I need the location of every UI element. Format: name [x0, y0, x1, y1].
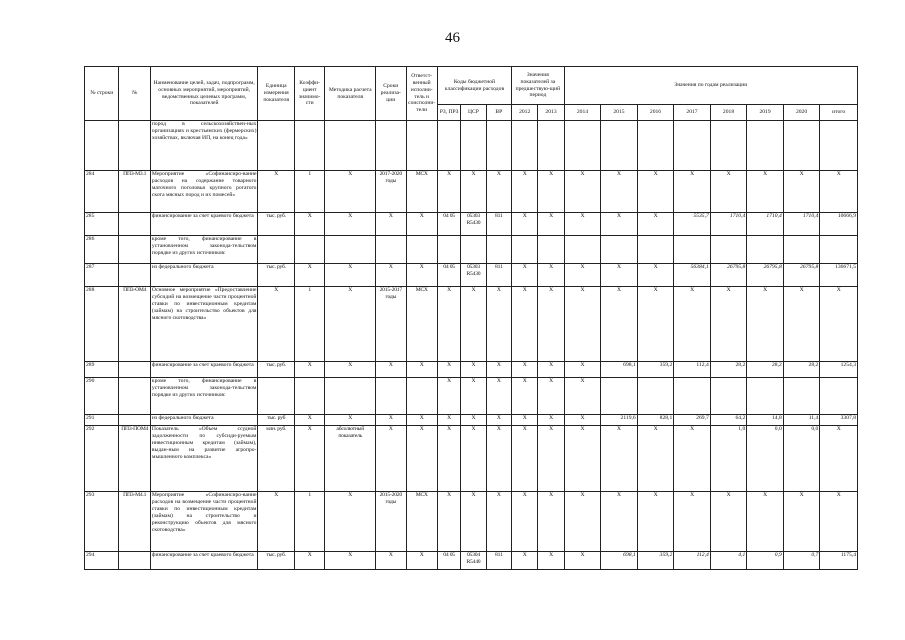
cell-y2015: 2119,6 — [601, 415, 638, 426]
cell-y2015 — [601, 121, 638, 171]
cell-term: 2015-2017 годы — [376, 287, 406, 362]
cell-rz — [437, 236, 460, 264]
cell-term — [376, 236, 406, 264]
cell-y2018: Х — [710, 287, 747, 362]
cell-y2018: 1710,4 — [710, 213, 747, 236]
cell-csr — [461, 121, 486, 171]
table-row — [85, 362, 858, 378]
cell-resp: Х — [406, 362, 437, 378]
cell-y2013: Х — [538, 171, 564, 213]
cell-total — [820, 121, 858, 171]
header-resp: Ответст-венный исполни-тель и соисполни-тели — [406, 67, 437, 121]
cell-unit: тыс. руб. — [258, 264, 295, 287]
header-term: Сроки реализа-ции — [376, 67, 406, 121]
cell-total: 1254,3 — [820, 362, 858, 378]
cell-y2013: Х — [538, 552, 564, 570]
cell-name: пород в сельскохозяйствен-ных организациях и крестьянских (фермерских) хозяйствах, включая ИП, на конец года» — [150, 121, 258, 171]
cell-y2020: 0,7 — [783, 552, 820, 570]
cell-unit: Х — [258, 287, 295, 362]
cell-coef: Х — [294, 213, 324, 236]
cell-y2014: Х — [564, 415, 601, 426]
cell-resp — [406, 236, 437, 264]
cell-num: ПП3-ОМ4 — [119, 287, 150, 362]
cell-y2013 — [538, 236, 564, 264]
cell-csr: Х — [461, 362, 486, 378]
cell-name: финансирование за счет краевого бюджета — [150, 213, 258, 236]
cell-y2020 — [783, 378, 820, 415]
cell-y2017 — [674, 236, 711, 264]
cell-num — [119, 121, 150, 171]
program-table — [84, 66, 858, 570]
header-2013: 2013 — [538, 105, 564, 121]
cell-y2020: 11,4 — [783, 415, 820, 426]
cell-y2016: Х — [637, 426, 674, 492]
table-body — [85, 121, 858, 570]
header-codes: Коды бюджетной классификации расходов — [437, 67, 511, 105]
cell-rz — [437, 121, 460, 171]
cell-y2015: Х — [601, 171, 638, 213]
cell-y2015: Х — [601, 492, 638, 552]
cell-n: 289 — [85, 362, 119, 378]
cell-name: Основное мероприятие «Предоставление субсидий на возмещение части процентной ставки по инвестиционным кредитам (займам) на строительство объектов для мясного скотоводства» — [150, 287, 258, 362]
cell-total: 10666,9 — [820, 213, 858, 236]
header-years: Значения по годам реализации — [564, 67, 857, 105]
cell-vr — [486, 236, 511, 264]
header-name: Наименование целей, задач, подпрограмм, основных мероприятий, мероприятий, ведомственных целевых программ, показателей — [150, 67, 258, 121]
header-method: Методика расчета показателя — [325, 67, 376, 121]
cell-unit: тыс. руб. — [258, 213, 295, 236]
cell-n: 293 — [85, 492, 119, 552]
cell-y2013: Х — [538, 264, 564, 287]
cell-n: 285 — [85, 213, 119, 236]
cell-y2018 — [710, 236, 747, 264]
cell-num: ПП3-ПОМ4 — [119, 426, 150, 492]
cell-n: 290 — [85, 378, 119, 415]
cell-unit — [258, 121, 295, 171]
cell-y2015: Х — [601, 213, 638, 236]
cell-resp: МСХ — [406, 287, 437, 362]
header-vr: ВР — [486, 105, 511, 121]
cell-y2018 — [710, 378, 747, 415]
cell-y2014: Х — [564, 287, 601, 362]
cell-coef: Х — [294, 415, 324, 426]
cell-y2013: Х — [538, 213, 564, 236]
cell-y2017: 112,4 — [674, 362, 711, 378]
cell-y2020: 0,0 — [783, 426, 820, 492]
cell-y2019 — [747, 121, 784, 171]
cell-name: Мероприятие «Софинансиро-вание расходов на возмещение части процентной ставки по инвестиционным кредитам (займам) на строительство и реконструкцию объектов для мясного скотоводства» — [150, 492, 258, 552]
header-rz: РЗ, ПРЗ — [437, 105, 460, 121]
cell-y2014: Х — [564, 213, 601, 236]
cell-name: из федерального бюджета — [150, 264, 258, 287]
cell-csr: 05303 R5430 — [461, 264, 486, 287]
cell-term: Х — [376, 362, 406, 378]
cell-y2018: 4,1 — [710, 552, 747, 570]
cell-n: 291 — [85, 415, 119, 426]
cell-y2019 — [747, 378, 784, 415]
cell-y2012: Х — [511, 213, 537, 236]
cell-term — [376, 121, 406, 171]
cell-y2020: Х — [783, 171, 820, 213]
cell-resp: Х — [406, 415, 437, 426]
cell-method: абсолютный показатель — [325, 426, 376, 492]
cell-y2012: Х — [511, 492, 537, 552]
cell-csr: Х — [461, 492, 486, 552]
cell-n: 286 — [85, 236, 119, 264]
cell-method: Х — [325, 171, 376, 213]
cell-y2015: Х — [601, 426, 638, 492]
cell-y2016: Х — [637, 213, 674, 236]
header-2015: 2015 — [601, 105, 638, 121]
cell-num — [119, 236, 150, 264]
cell-y2012: Х — [511, 552, 537, 570]
cell-num — [119, 362, 150, 378]
cell-rz: Х — [437, 426, 460, 492]
cell-y2019: Х — [747, 171, 784, 213]
cell-y2020: 26795,8 — [783, 264, 820, 287]
cell-name: Показатель «Объем ссудной задолженности по субсиди-руемым инвестиционным кредитам (займам), выдан-ным на развитие агропро-мышленного комплекса» — [150, 426, 258, 492]
table-row — [85, 378, 858, 415]
cell-y2019 — [747, 236, 784, 264]
cell-csr: 05303 R5430 — [461, 213, 486, 236]
cell-y2020: Х — [783, 492, 820, 552]
cell-total — [820, 378, 858, 415]
cell-rz: Х — [437, 492, 460, 552]
cell-total: Х — [820, 426, 858, 492]
cell-rz: 04 05 — [437, 552, 460, 570]
cell-y2018: 26795,8 — [710, 264, 747, 287]
cell-method: Х — [325, 552, 376, 570]
cell-name: кроме того, финансирование в установленном законода-тельством порядке из других источников: — [150, 236, 258, 264]
cell-y2020: 28,2 — [783, 362, 820, 378]
cell-method: Х — [325, 415, 376, 426]
cell-y2020 — [783, 236, 820, 264]
cell-y2017 — [674, 121, 711, 171]
header-2019: 2019 — [747, 105, 784, 121]
cell-rz: Х — [437, 287, 460, 362]
cell-y2016: Х — [637, 287, 674, 362]
cell-y2013: Х — [538, 492, 564, 552]
cell-y2014: Х — [564, 171, 601, 213]
header-2012: 2012 — [511, 105, 537, 121]
table-row — [85, 287, 858, 362]
cell-y2015: Х — [601, 287, 638, 362]
cell-coef — [294, 121, 324, 171]
cell-method: Х — [325, 492, 376, 552]
header-total: итого — [820, 105, 858, 121]
cell-y2016: Х — [637, 264, 674, 287]
cell-rz: Х — [437, 171, 460, 213]
cell-y2014: Х — [564, 492, 601, 552]
cell-y2017: Х — [674, 171, 711, 213]
cell-coef: 1 — [294, 287, 324, 362]
cell-vr: 811 — [486, 552, 511, 570]
cell-y2019: 14,8 — [747, 415, 784, 426]
header-coef: Коэффи-циент значимо-сти — [294, 67, 324, 121]
cell-vr: Х — [486, 492, 511, 552]
cell-term: Х — [376, 264, 406, 287]
cell-y2012 — [511, 121, 537, 171]
cell-unit — [258, 378, 295, 415]
cell-rz: Х — [437, 378, 460, 415]
cell-csr: Х — [461, 415, 486, 426]
cell-num — [119, 378, 150, 415]
cell-y2019: 28,2 — [747, 362, 784, 378]
cell-y2018 — [710, 121, 747, 171]
cell-csr: 05304 R5440 — [461, 552, 486, 570]
cell-num — [119, 552, 150, 570]
cell-unit: Х — [258, 171, 295, 213]
cell-y2016: Х — [637, 171, 674, 213]
cell-total: Х — [820, 171, 858, 213]
cell-y2018: Х — [710, 171, 747, 213]
cell-term: Х — [376, 426, 406, 492]
cell-term: 2017-2020 годы — [376, 171, 406, 213]
header-2014: 2014 — [564, 105, 601, 121]
cell-total: Х — [820, 287, 858, 362]
cell-y2020 — [783, 121, 820, 171]
cell-resp: Х — [406, 264, 437, 287]
cell-y2012: Х — [511, 171, 537, 213]
cell-y2017: 112,4 — [674, 552, 711, 570]
cell-name: финансирование за счет краевого бюджета — [150, 552, 258, 570]
cell-vr: Х — [486, 287, 511, 362]
cell-vr: Х — [486, 415, 511, 426]
cell-y2012: Х — [511, 264, 537, 287]
cell-resp: МСХ — [406, 171, 437, 213]
cell-y2017: Х — [674, 492, 711, 552]
cell-csr: Х — [461, 426, 486, 492]
table-row — [85, 426, 858, 492]
cell-total: Х — [820, 492, 858, 552]
cell-name: Мероприятие «Софинансиро-вание расходов на содержание товарного маточного поголовья крупного рогатого скота мясных пород и их помесей» — [150, 171, 258, 213]
cell-unit: тыс. руб — [258, 415, 295, 426]
table-row — [85, 492, 858, 552]
cell-resp: Х — [406, 552, 437, 570]
cell-y2017: 56384,1 — [674, 264, 711, 287]
table-row — [85, 415, 858, 426]
cell-y2018: 1,0 — [710, 426, 747, 492]
cell-total — [820, 236, 858, 264]
header-pre: Значения показателей за предшествую-щий период — [511, 67, 564, 105]
cell-term: Х — [376, 415, 406, 426]
cell-y2013: Х — [538, 378, 564, 415]
cell-vr: Х — [486, 378, 511, 415]
cell-vr: Х — [486, 362, 511, 378]
cell-coef — [294, 378, 324, 415]
cell-rz: Х — [437, 415, 460, 426]
cell-y2015: 698,1 — [601, 362, 638, 378]
cell-y2015: Х — [601, 264, 638, 287]
cell-resp: МСХ — [406, 492, 437, 552]
cell-y2012: Х — [511, 287, 537, 362]
cell-coef: 1 — [294, 492, 324, 552]
table-row — [85, 213, 858, 236]
cell-y2019: 26795,8 — [747, 264, 784, 287]
cell-rz: Х — [437, 362, 460, 378]
cell-vr — [486, 121, 511, 171]
cell-y2019: Х — [747, 492, 784, 552]
cell-coef: Х — [294, 426, 324, 492]
table-row — [85, 552, 858, 570]
cell-y2017: 5535,7 — [674, 213, 711, 236]
cell-method: Х — [325, 213, 376, 236]
cell-n: 284 — [85, 171, 119, 213]
cell-y2012: Х — [511, 426, 537, 492]
cell-csr: Х — [461, 378, 486, 415]
cell-num: ПП3-М3.1 — [119, 171, 150, 213]
cell-y2014: Х — [564, 264, 601, 287]
cell-num — [119, 415, 150, 426]
cell-n — [85, 121, 119, 171]
table-row — [85, 171, 858, 213]
cell-y2017: Х — [674, 287, 711, 362]
cell-y2016 — [637, 236, 674, 264]
cell-method: Х — [325, 264, 376, 287]
cell-y2012 — [511, 236, 537, 264]
header-num: № — [119, 67, 150, 121]
cell-coef: Х — [294, 362, 324, 378]
cell-resp — [406, 121, 437, 171]
cell-y2015 — [601, 236, 638, 264]
cell-coef: 1 — [294, 171, 324, 213]
cell-y2017: Х — [674, 426, 711, 492]
cell-y2013: Х — [538, 415, 564, 426]
cell-y2013: Х — [538, 362, 564, 378]
cell-csr: Х — [461, 171, 486, 213]
cell-n: 292 — [85, 426, 119, 492]
cell-resp: Х — [406, 213, 437, 236]
cell-num — [119, 264, 150, 287]
cell-y2018: 64,2 — [710, 415, 747, 426]
cell-y2020: 1710,4 — [783, 213, 820, 236]
cell-y2016: 359,2 — [637, 552, 674, 570]
cell-y2016 — [637, 121, 674, 171]
cell-method — [325, 236, 376, 264]
cell-name: кроме того, финансирование в установленном законода-тельством порядке из других источников: — [150, 378, 258, 415]
cell-y2019: Х — [747, 287, 784, 362]
cell-method: Х — [325, 362, 376, 378]
cell-total: 136671,5 — [820, 264, 858, 287]
cell-rz: 04 05 — [437, 213, 460, 236]
cell-y2013: Х — [538, 287, 564, 362]
cell-name: из федерального бюджета — [150, 415, 258, 426]
cell-unit: тыс. руб. — [258, 552, 295, 570]
cell-y2019: 0,0 — [747, 426, 784, 492]
cell-y2019: 1710,4 — [747, 213, 784, 236]
header-csr: ЦСР — [461, 105, 486, 121]
cell-resp — [406, 378, 437, 415]
cell-y2018: 28,2 — [710, 362, 747, 378]
cell-csr: Х — [461, 287, 486, 362]
cell-y2018: Х — [710, 492, 747, 552]
cell-coef: Х — [294, 264, 324, 287]
cell-y2016: 359,2 — [637, 362, 674, 378]
cell-unit: млн. руб. — [258, 426, 295, 492]
table-row — [85, 121, 858, 171]
cell-term: Х — [376, 552, 406, 570]
cell-y2016: Х — [637, 492, 674, 552]
cell-y2013: Х — [538, 426, 564, 492]
cell-y2012: Х — [511, 415, 537, 426]
cell-n: 288 — [85, 287, 119, 362]
page-number: 46 — [445, 30, 460, 46]
cell-y2017 — [674, 378, 711, 415]
cell-vr: Х — [486, 171, 511, 213]
cell-y2014: Х — [564, 378, 601, 415]
cell-num: ПП3-М4.1 — [119, 492, 150, 552]
cell-vr: 811 — [486, 264, 511, 287]
cell-vr: Х — [486, 426, 511, 492]
table-header — [85, 67, 858, 121]
header-2017: 2017 — [674, 105, 711, 121]
header-2020: 2020 — [783, 105, 820, 121]
cell-total: 3307,8 — [820, 415, 858, 426]
cell-y2017: 269,7 — [674, 415, 711, 426]
cell-y2014: Х — [564, 426, 601, 492]
cell-y2015 — [601, 378, 638, 415]
cell-unit: Х — [258, 492, 295, 552]
header-2016: 2016 — [637, 105, 674, 121]
cell-term: 2015-2020 годы — [376, 492, 406, 552]
cell-y2015: 698,1 — [601, 552, 638, 570]
cell-y2014: Х — [564, 552, 601, 570]
table-row — [85, 236, 858, 264]
cell-y2014 — [564, 121, 601, 171]
header-unit: Единица измерения показателя — [258, 67, 295, 121]
cell-n: 294 — [85, 552, 119, 570]
cell-coef: Х — [294, 552, 324, 570]
cell-method — [325, 121, 376, 171]
cell-resp: Х — [406, 426, 437, 492]
cell-csr — [461, 236, 486, 264]
cell-total: 1175,4 — [820, 552, 858, 570]
cell-vr: 811 — [486, 213, 511, 236]
cell-coef — [294, 236, 324, 264]
cell-method: Х — [325, 287, 376, 362]
cell-y2016: 828,1 — [637, 415, 674, 426]
cell-num — [119, 213, 150, 236]
cell-y2014: Х — [564, 362, 601, 378]
cell-y2012: Х — [511, 378, 537, 415]
header-row-no: № строки — [85, 67, 119, 121]
cell-name: финансирование за счет краевого бюджета — [150, 362, 258, 378]
cell-y2019: 0,9 — [747, 552, 784, 570]
cell-term: Х — [376, 213, 406, 236]
cell-y2012: Х — [511, 362, 537, 378]
cell-term — [376, 378, 406, 415]
cell-y2016 — [637, 378, 674, 415]
cell-y2020: Х — [783, 287, 820, 362]
cell-rz: 04 05 — [437, 264, 460, 287]
cell-unit: тыс. руб. — [258, 362, 295, 378]
cell-y2014 — [564, 236, 601, 264]
cell-unit — [258, 236, 295, 264]
cell-y2013 — [538, 121, 564, 171]
table-row — [85, 264, 858, 287]
header-2018: 2018 — [710, 105, 747, 121]
cell-method — [325, 378, 376, 415]
cell-n: 287 — [85, 264, 119, 287]
